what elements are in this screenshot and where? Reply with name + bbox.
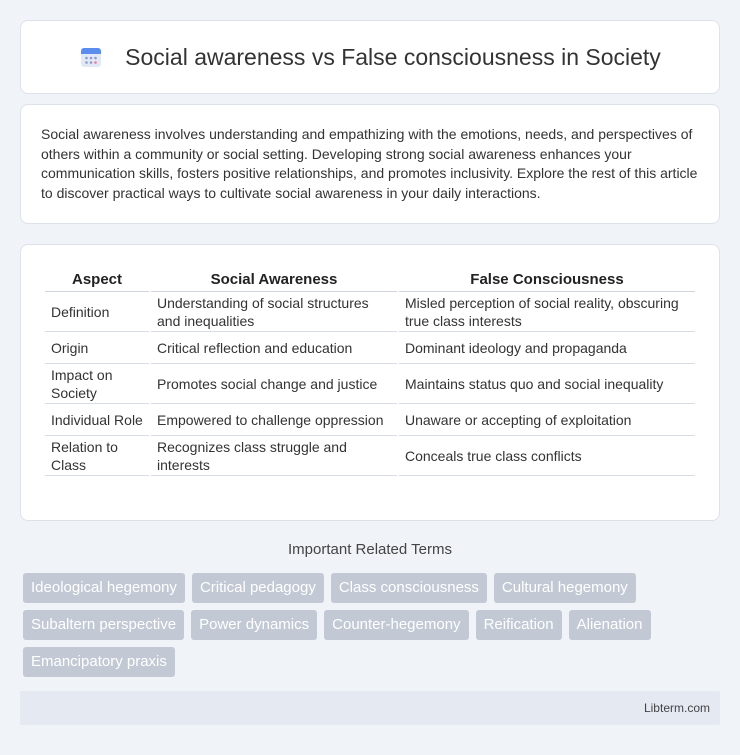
table-cell: Conceals true class conflicts <box>399 436 695 476</box>
related-term-tag[interactable]: Emancipatory praxis <box>23 647 175 677</box>
table-cell: Individual Role <box>45 404 149 436</box>
table-row <box>45 364 695 404</box>
table-cell: Critical reflection and education <box>151 332 397 364</box>
related-terms-list <box>23 573 723 684</box>
table-row <box>45 404 695 436</box>
calendar-icon <box>79 45 103 69</box>
related-terms-title: Important Related Terms <box>288 541 452 558</box>
header-card <box>20 20 720 94</box>
related-term-tag[interactable]: Counter-hegemony <box>324 610 468 640</box>
related-term-tag[interactable]: Power dynamics <box>191 610 317 640</box>
table-cell: Relation to Class <box>45 436 149 476</box>
table-cell: Definition <box>45 292 149 332</box>
comparison-table-card <box>20 244 720 521</box>
table-cell: Promotes social change and justice <box>151 364 397 404</box>
table-cell: Understanding of social structures and inequalities <box>151 292 397 332</box>
table-cell: Origin <box>45 332 149 364</box>
table-row <box>45 292 695 332</box>
column-header: Aspect <box>45 265 149 292</box>
table-cell: Maintains status quo and social inequality <box>399 364 695 404</box>
table-cell: Recognizes class struggle and interests <box>151 436 397 476</box>
table-cell: Impact on Society <box>45 364 149 404</box>
table-row <box>45 332 695 364</box>
table-row <box>45 436 695 476</box>
related-term-tag[interactable]: Reification <box>476 610 562 640</box>
related-term-tag[interactable]: Alienation <box>569 610 651 640</box>
table-cell: Empowered to challenge oppression <box>151 404 397 436</box>
column-header: Social Awareness <box>151 265 397 292</box>
footer-site-link[interactable]: Libterm.com <box>643 701 710 715</box>
footer <box>20 691 720 725</box>
related-term-tag[interactable]: Subaltern perspective <box>23 610 184 640</box>
related-term-tag[interactable]: Ideological hegemony <box>23 573 185 603</box>
comparison-table <box>43 265 697 476</box>
related-term-tag[interactable]: Cultural hegemony <box>494 573 636 603</box>
related-term-tag[interactable]: Class consciousness <box>331 573 487 603</box>
intro-text: Social awareness involves understanding and empathizing with the emotions, needs, and perspectives of others within a community or social setting. Developing strong social awareness enhances your communication skills, fosters positive relationships, and promotes inclusivity. Explore the rest of this article to discover practical ways to cultivate social awareness in your daily interactions. <box>41 126 698 201</box>
table-cell: Misled perception of social reality, obscuring true class interests <box>399 292 695 332</box>
table-cell: Unaware or accepting of exploitation <box>399 404 695 436</box>
table-header-row <box>45 265 695 292</box>
column-header: False Consciousness <box>399 265 695 292</box>
related-term-tag[interactable]: Critical pedagogy <box>192 573 324 603</box>
table-cell: Dominant ideology and propaganda <box>399 332 695 364</box>
intro-card <box>20 104 720 224</box>
page-title: Social awareness vs False consciousness in Society <box>125 43 661 70</box>
